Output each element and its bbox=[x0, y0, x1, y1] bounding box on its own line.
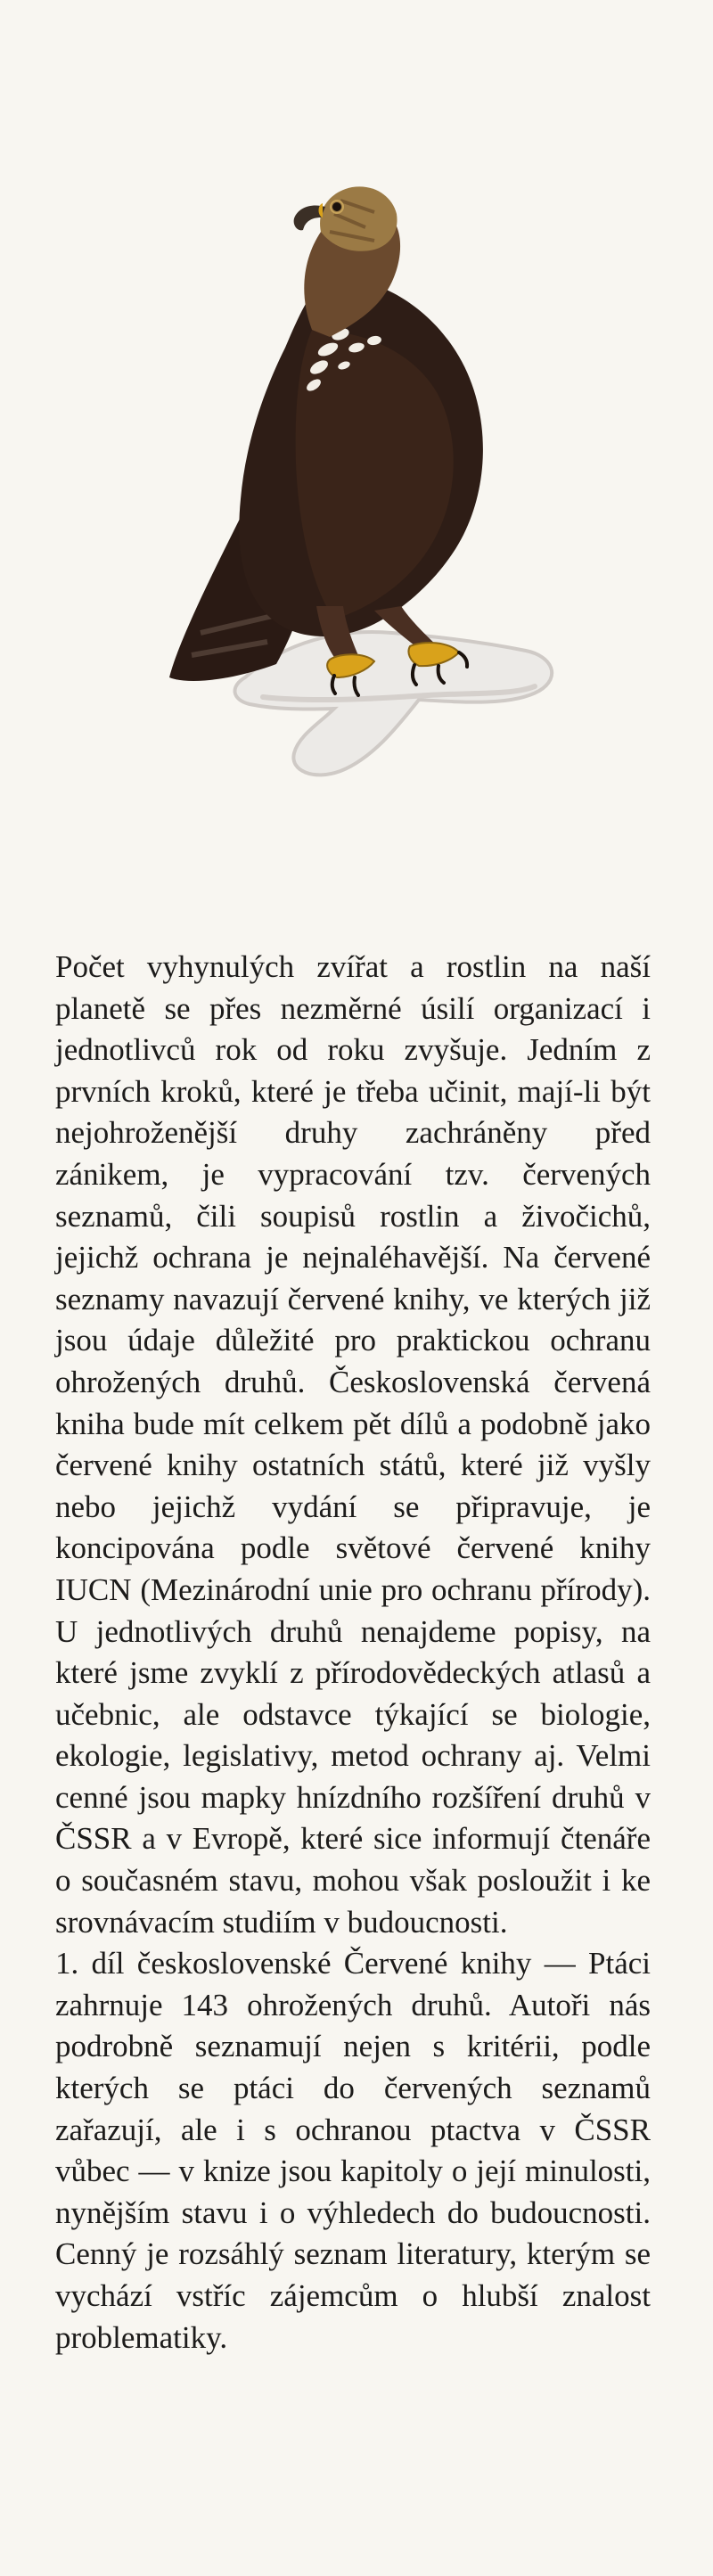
eagle-eye bbox=[332, 202, 341, 211]
branch-shape bbox=[235, 632, 553, 775]
eagle-head bbox=[320, 186, 397, 250]
branch bbox=[235, 632, 553, 775]
paragraph-book-volume: 1. díl československé Červené knihy — Ptáci zahrnuje 143 ohrožených druhů. Autoři nás podrobně seznamují nejen s kritérii, podle kterých se ptáci do červených seznamů zařazují, ale i s ochranou ptactva v ČSSR vůbec — v knize jsou kapitoly o její minulosti, nynějším stavu i o výhledech do budoucnosti. Cenný je rozsáhlý seznam literatury, kterým se vychází vstříc zájemcům o hlubší znalost problematiky. bbox=[55, 1946, 651, 2355]
eagle-illustration bbox=[107, 107, 570, 784]
article-text bbox=[55, 947, 651, 2359]
paragraph-intro: Počet vyhynulých zvířat a rostlin na naší planetě se přes nezměrné úsilí organizací i jednotlivců rok od roku zvyšuje. Jedním z prvních kroků, které je třeba učinit, mají-li být nejohroženější druhy zachráněny před zánikem, je vypracování tzv. červených seznamů, čili soupisů rostlin a živočichů, jejichž ochrana je nejnaléhavější. Na červené seznamy navazují červené knihy, ve kterých již jsou údaje důležité pro praktickou ochranu ohrožených druhů. Československá červená kniha bude mít celkem pět dílů a podobně jako červené knihy ostatních států, které již vyšly nebo jejichž vydání se připravuje, je koncipována podle světové červené knihy IUCN (Mezinárodní unie pro ochranu přírody). U jednotlivých druhů nenajdeme popisy, na které jsme zvyklí z přírodovědeckých atlasů a učebnic, ale odstavce týkající se biologie, ekologie, legislativy, metod ochrany aj. Velmi cenné jsou mapky hnízdního rozšíření druhů v ČSSR a v Evropě, které sice informují čtenáře o současném stavu, mohou však posloužit i ke srovnávacím studiím v budoucnosti. bbox=[55, 949, 651, 1940]
